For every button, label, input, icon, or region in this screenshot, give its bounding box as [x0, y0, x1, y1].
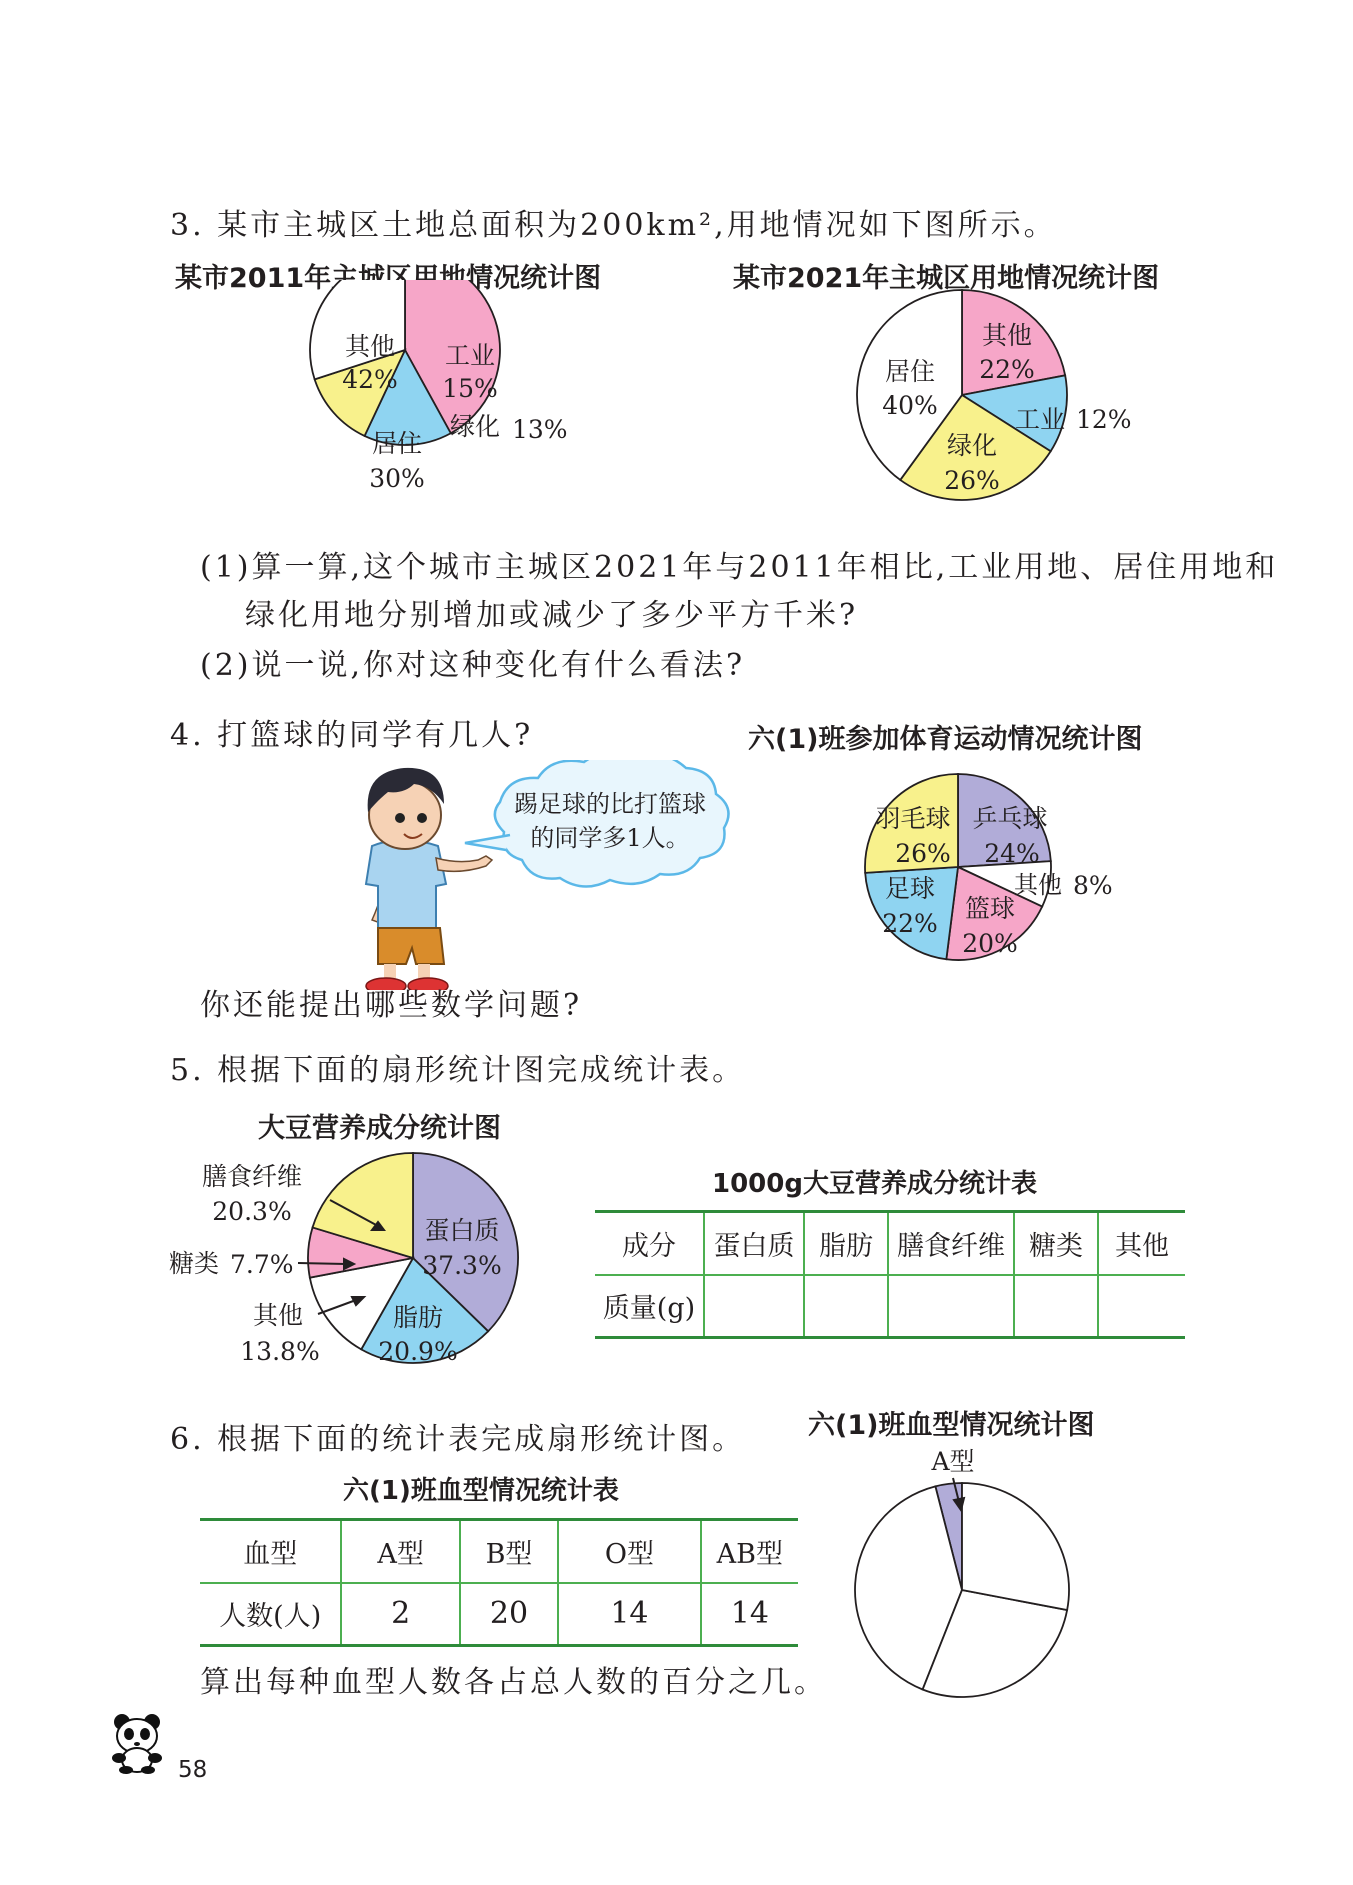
- boy-illustration: [330, 760, 810, 990]
- value-2021-green: 26%: [944, 466, 1000, 495]
- label-soy-other: 其他: [252, 1301, 304, 1330]
- label-2011-other: 其他: [344, 332, 396, 361]
- label-football: 足球: [884, 874, 936, 903]
- label-2011-green: 绿化: [449, 412, 501, 441]
- value-2021-industry: 12%: [1076, 405, 1132, 434]
- pie-chart-2011: [270, 280, 600, 540]
- label-2011-industry: 工业: [444, 341, 496, 370]
- label-2011-residential: 居住: [371, 429, 423, 458]
- value-2011-industry: 15%: [442, 374, 498, 403]
- blood-count-a: 2: [341, 1583, 459, 1646]
- label-fat: 脂肪: [392, 1303, 444, 1332]
- value-2011-green: 13%: [512, 415, 568, 444]
- pie-blood-slice-3: [962, 1483, 1069, 1610]
- label-2021-other: 其他: [981, 321, 1033, 350]
- soy-header-other: 其他: [1098, 1212, 1185, 1275]
- q6-table-title: 六(1)班血型情况统计表: [343, 1476, 619, 1506]
- blood-count-ab: 14: [701, 1583, 798, 1646]
- pie-chart-2021: [845, 280, 1155, 540]
- soy-header-sugar: 糖类: [1014, 1212, 1098, 1275]
- label-2021-industry: 工业: [1014, 405, 1066, 434]
- label-fiber: 膳食纤维: [201, 1162, 303, 1191]
- label-protein: 蛋白质: [424, 1216, 500, 1245]
- value-pingpong: 24%: [984, 839, 1040, 868]
- pie-chart-soybean: [160, 1150, 530, 1390]
- q6-stem: 6. 根据下面的统计表完成扇形统计图。: [170, 1422, 746, 1457]
- soy-cell-fiber[interactable]: [888, 1275, 1014, 1338]
- chart-title-2021: 某市2021年主城区用地情况统计图: [733, 263, 1160, 294]
- soy-header-fat: 脂肪: [804, 1212, 888, 1275]
- value-sports-other: 8%: [1073, 871, 1113, 900]
- value-protein: 37.3%: [422, 1251, 502, 1280]
- value-sugar: 7.7%: [230, 1250, 294, 1279]
- label-badminton: 羽毛球: [875, 804, 951, 833]
- blood-header-o: O型: [558, 1520, 700, 1583]
- q5-stem: 5. 根据下面的扇形统计图完成统计表。: [170, 1053, 746, 1088]
- value-fiber: 20.3%: [212, 1197, 292, 1226]
- value-2021-residential: 40%: [882, 391, 938, 420]
- value-2011-other: 42%: [342, 365, 398, 394]
- q6-note: 算出每种血型人数各占总人数的百分之几。: [200, 1665, 827, 1700]
- soy-cell-fat[interactable]: [804, 1275, 888, 1338]
- blood-header-b: B型: [460, 1520, 558, 1583]
- q3-stem: 3. 某市主城区土地总面积为200km²,用地情况如下图所示。: [170, 208, 1057, 243]
- chart-title-2011: 某市2011年主城区用地情况统计图: [175, 263, 602, 294]
- speech-line1: 踢足球的比打篮球: [514, 790, 706, 818]
- q3-sub1-line1: (1)算一算,这个城市主城区2021年与2011年相比,工业用地、居住用地和: [200, 550, 1279, 585]
- blood-header-ab: AB型: [701, 1520, 798, 1583]
- boy-figure: [366, 768, 492, 990]
- blood-row-label: 人数(人): [200, 1583, 341, 1646]
- soybean-table: [595, 1210, 1185, 1339]
- value-badminton: 26%: [895, 839, 951, 868]
- soy-header-component: 成分: [595, 1212, 704, 1275]
- label-2021-residential: 居住: [884, 357, 936, 386]
- chart-title-soybean: 大豆营养成分统计图: [258, 1113, 501, 1144]
- label-pingpong: 乒乓球: [972, 804, 1048, 833]
- panda-icon: [110, 1712, 170, 1774]
- pie-chart-blood: [850, 1440, 1090, 1700]
- q4-followup: 你还能提出哪些数学问题?: [200, 988, 583, 1023]
- soy-row-label: 质量(g): [595, 1275, 704, 1338]
- value-fat: 20.9%: [378, 1337, 458, 1366]
- soy-header-protein: 蛋白质: [704, 1212, 804, 1275]
- value-2021-other: 22%: [979, 355, 1035, 384]
- soy-header-fiber: 膳食纤维: [888, 1212, 1014, 1275]
- blood-header-type: 血型: [200, 1520, 341, 1583]
- pie-chart-sports: [850, 755, 1150, 985]
- value-basketball: 20%: [962, 929, 1018, 958]
- label-2021-green: 绿化: [946, 431, 998, 460]
- label-sugar: 糖类: [168, 1249, 220, 1278]
- blood-count-b: 20: [460, 1583, 558, 1646]
- value-soy-other: 13.8%: [240, 1337, 320, 1366]
- blood-count-o: 14: [558, 1583, 700, 1646]
- chart-title-blood: 六(1)班血型情况统计图: [808, 1410, 1095, 1441]
- label-basketball: 篮球: [964, 894, 1016, 923]
- speech-line2: 的同学多1人。: [530, 824, 690, 852]
- label-sports-other: 其他: [1014, 871, 1062, 899]
- soy-cell-other[interactable]: [1098, 1275, 1185, 1338]
- q3-sub1-line2: 绿化用地分别增加或减少了多少平方千米?: [245, 598, 859, 633]
- chart-title-sports: 六(1)班参加体育运动情况统计图: [748, 724, 1143, 755]
- page-number: 58: [178, 1757, 208, 1783]
- blood-table: [200, 1518, 798, 1647]
- q4-stem: 4. 打篮球的同学有几人?: [170, 718, 534, 753]
- soy-cell-protein[interactable]: [704, 1275, 804, 1338]
- blood-header-a: A型: [341, 1520, 459, 1583]
- value-2011-residential: 30%: [369, 464, 425, 493]
- q5-table-title: 1000g大豆营养成分统计表: [712, 1169, 1037, 1199]
- q3-sub2: (2)说一说,你对这种变化有什么看法?: [200, 648, 746, 683]
- value-football: 22%: [882, 909, 938, 938]
- label-blood-a: A型: [931, 1447, 975, 1476]
- soy-cell-sugar[interactable]: [1014, 1275, 1098, 1338]
